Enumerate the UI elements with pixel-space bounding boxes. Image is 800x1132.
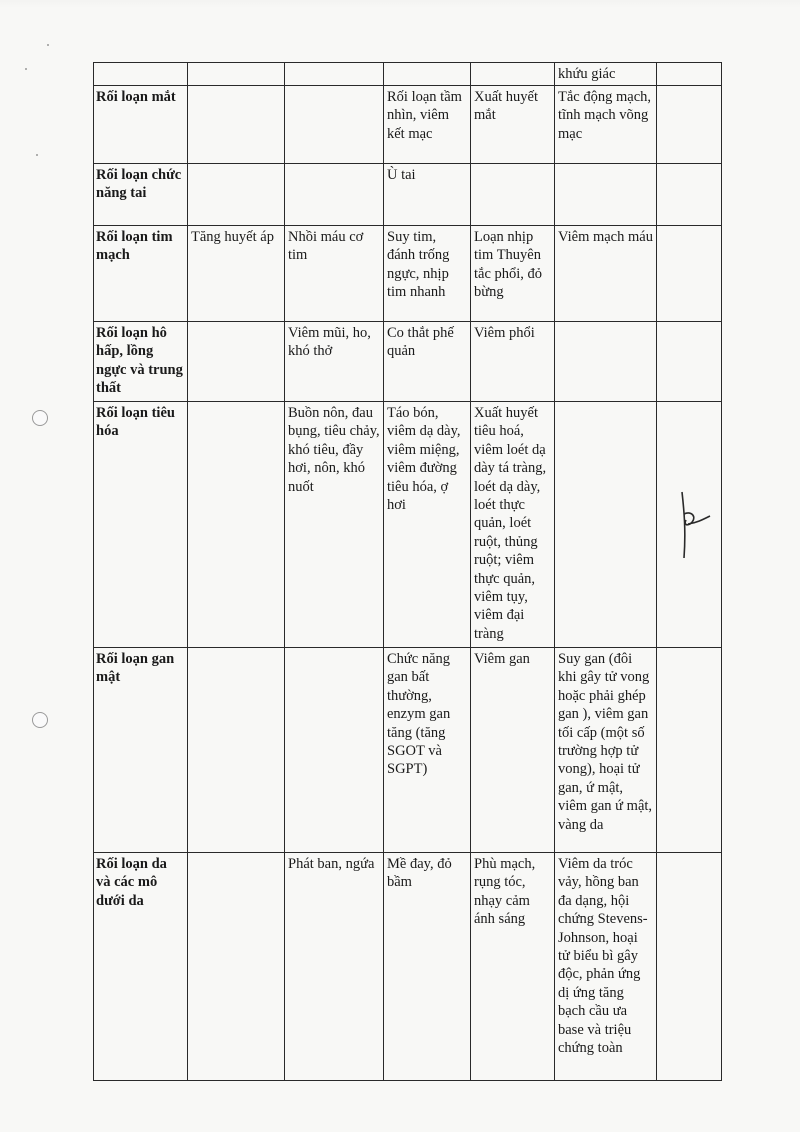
freq-cell <box>188 86 285 164</box>
freq-cell: Suy tim, đánh trống ngực, nhịp tim nhanh <box>384 226 471 322</box>
freq-cell <box>657 648 722 853</box>
freq-cell <box>188 402 285 648</box>
freq-cell: Xuất huyết tiêu hoá, viêm loét dạ dày tá tràng, loét dạ dày, loét thực quản, loét ruột, thủng ruột; viêm thực quản, viêm tụy, viêm đại tràng <box>471 402 555 648</box>
freq-cell: khứu giác <box>555 63 657 86</box>
table-row <box>94 322 722 402</box>
organ-cell: Rối loạn hô hấp, lồng ngực và trung thất <box>94 322 188 402</box>
freq-cell: Xuất huyết mắt <box>471 86 555 164</box>
freq-cell <box>471 63 555 86</box>
freq-cell: Buồn nôn, đau bụng, tiêu chảy, khó tiêu, đầy hơi, nôn, khó nuốt <box>285 402 384 648</box>
freq-cell: Viêm phổi <box>471 322 555 402</box>
organ-cell: Rối loạn da và các mô dưới da <box>94 853 188 1081</box>
freq-cell: Loạn nhịp tim Thuyên tắc phổi, đỏ bừng <box>471 226 555 322</box>
scan-speck <box>25 68 27 70</box>
organ-cell: Rối loạn chức năng tai <box>94 164 188 226</box>
scan-speck <box>47 44 49 46</box>
organ-cell: Rối loạn tim mạch <box>94 226 188 322</box>
table-row <box>94 164 722 226</box>
freq-cell <box>384 63 471 86</box>
table-row <box>94 86 722 164</box>
table-row <box>94 226 722 322</box>
freq-cell <box>555 402 657 648</box>
freq-cell <box>555 164 657 226</box>
table-row <box>94 63 722 86</box>
organ-cell: Rối loạn tiêu hóa <box>94 402 188 648</box>
handwritten-initial-mark <box>672 490 712 560</box>
freq-cell: Viêm gan <box>471 648 555 853</box>
freq-cell: Nhồi máu cơ tim <box>285 226 384 322</box>
freq-cell: Phát ban, ngứa <box>285 853 384 1081</box>
freq-cell <box>657 86 722 164</box>
punch-hole-icon <box>32 712 48 728</box>
freq-cell: Co thắt phế quản <box>384 322 471 402</box>
freq-cell <box>555 322 657 402</box>
freq-cell: Suy gan (đôi khi gây tử vong hoặc phải ghép gan ), viêm gan tối cấp (một số trường hợp tử vong), hoại tử gan, ứ mật, viêm gan ứ mật, vàng da <box>555 648 657 853</box>
punch-hole-icon <box>32 410 48 426</box>
freq-cell <box>188 648 285 853</box>
freq-cell <box>285 63 384 86</box>
freq-cell: Viêm da tróc vảy, hồng ban đa dạng, hội chứng Stevens-Johnson, hoại tử biểu bì gây độc, phản ứng dị ứng tăng bạch cầu ưa base và triệu chứng toàn <box>555 853 657 1081</box>
organ-cell <box>94 63 188 86</box>
freq-cell: Phù mạch, rụng tóc, nhạy cảm ánh sáng <box>471 853 555 1081</box>
freq-cell <box>657 322 722 402</box>
freq-cell: Táo bón, viêm dạ dày, viêm miệng, viêm đường tiêu hóa, ợ hơi <box>384 402 471 648</box>
organ-cell: Rối loạn mắt <box>94 86 188 164</box>
table-row <box>94 648 722 853</box>
adverse-effects-table <box>93 62 722 1081</box>
freq-cell <box>285 86 384 164</box>
freq-cell: Viêm mũi, ho, khó thở <box>285 322 384 402</box>
table-row <box>94 853 722 1081</box>
freq-cell <box>657 226 722 322</box>
freq-cell: Mề đay, đỏ bầm <box>384 853 471 1081</box>
freq-cell: Tắc động mạch, tĩnh mạch võng mạc <box>555 86 657 164</box>
freq-cell <box>188 322 285 402</box>
organ-cell: Rối loạn gan mật <box>94 648 188 853</box>
freq-cell <box>188 63 285 86</box>
freq-cell <box>188 164 285 226</box>
table-row <box>94 402 722 648</box>
freq-cell: Rối loạn tầm nhìn, viêm kết mạc <box>384 86 471 164</box>
freq-cell <box>657 853 722 1081</box>
freq-cell: Viêm mạch máu <box>555 226 657 322</box>
freq-cell: Ù tai <box>384 164 471 226</box>
freq-cell: Chức năng gan bất thường, enzym gan tăng (tăng SGOT và SGPT) <box>384 648 471 853</box>
adverse-effects-table-container <box>93 62 722 1081</box>
freq-cell <box>285 648 384 853</box>
freq-cell: Tăng huyết áp <box>188 226 285 322</box>
scan-speck <box>36 154 38 156</box>
freq-cell <box>471 164 555 226</box>
freq-cell <box>657 164 722 226</box>
freq-cell <box>188 853 285 1081</box>
freq-cell <box>657 63 722 86</box>
freq-cell <box>285 164 384 226</box>
